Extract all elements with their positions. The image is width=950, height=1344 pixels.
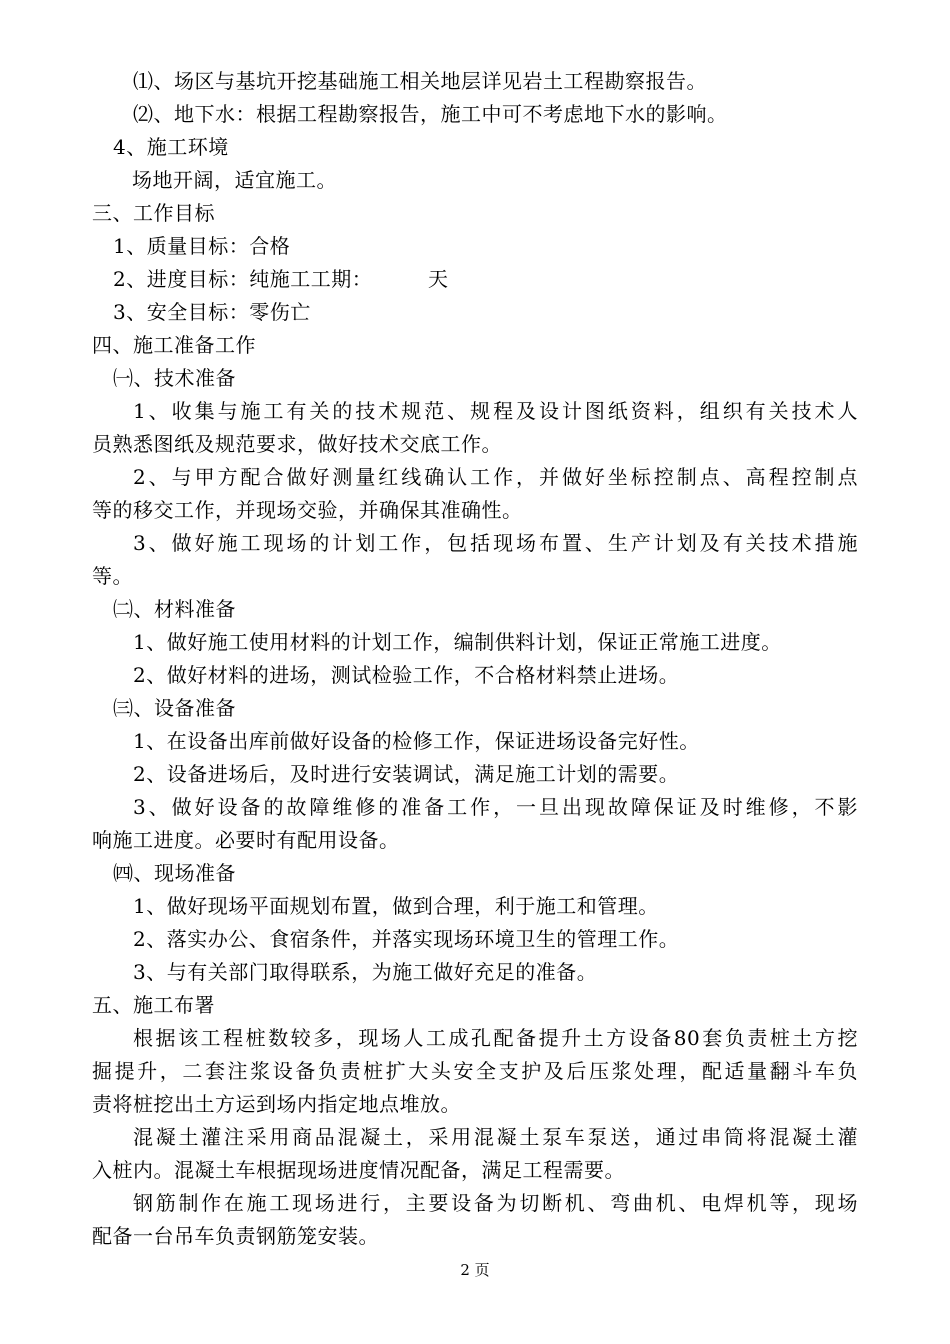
text-line: 混凝土灌注采用商品混凝土，采用混凝土泵车泵送，通过串筒将混凝土灌 bbox=[133, 1125, 858, 1149]
text-line: 根据该工程桩数较多，现场人工成孔配备提升土方设备80套负责桩土方挖 bbox=[133, 1026, 858, 1050]
text-line: 天 bbox=[428, 267, 449, 291]
subsection-heading: ㈢、设备准备 bbox=[113, 696, 236, 720]
text-line: 3、与有关部门取得联系，为施工做好充足的准备。 bbox=[133, 960, 598, 984]
text-line: 3、做好设备的故障维修的准备工作，一旦出现故障保证及时维修，不影 bbox=[133, 795, 858, 819]
text-line: 入桩内。混凝土车根据现场进度情况配备，满足工程需要。 bbox=[92, 1158, 625, 1182]
text-line: 3、安全目标：零伤亡 bbox=[113, 300, 311, 324]
text-line: 2、与甲方配合做好测量红线确认工作，并做好坐标控制点、高程控制点 bbox=[133, 465, 858, 489]
text-line: ⑵、地下水：根据工程勘察报告，施工中可不考虑地下水的影响。 bbox=[133, 102, 728, 126]
text-line: 掘提升，二套注浆设备负责桩扩大头安全支护及后压浆处理，配适量翻斗车负 bbox=[92, 1059, 858, 1083]
text-line: ⑴、场区与基坑开挖基础施工相关地层详见岩土工程勘察报告。 bbox=[133, 69, 707, 93]
subsection-heading: ㈠、技术准备 bbox=[113, 366, 236, 390]
text-line: 1、做好现场平面规划布置，做到合理，利于施工和管理。 bbox=[133, 894, 659, 918]
text-line: 1、质量目标：合格 bbox=[113, 234, 291, 258]
section-heading: 五、施工布署 bbox=[92, 993, 215, 1017]
text-line: 员熟悉图纸及规范要求，做好技术交底工作。 bbox=[92, 432, 502, 456]
text-line: 2、进度目标：纯施工工期： bbox=[113, 267, 373, 291]
text-line: 1、做好施工使用材料的计划工作，编制供料计划，保证正常施工进度。 bbox=[133, 630, 782, 654]
text-line: 3、做好施工现场的计划工作，包括现场布置、生产计划及有关技术措施 bbox=[133, 531, 858, 555]
text-line: 等。 bbox=[92, 564, 133, 588]
subsection-heading: ㈣、现场准备 bbox=[113, 861, 236, 885]
text-line: 配备一台吊车负责钢筋笼安装。 bbox=[92, 1224, 379, 1248]
section-heading: 四、施工准备工作 bbox=[92, 333, 256, 357]
text-line: 场地开阔，适宜施工。 bbox=[132, 168, 337, 192]
page-number: 2 页 bbox=[460, 1261, 490, 1279]
text-line: 1、在设备出库前做好设备的检修工作，保证进场设备完好性。 bbox=[133, 729, 700, 753]
text-line: 钢筋制作在施工现场进行，主要设备为切断机、弯曲机、电焊机等，现场 bbox=[133, 1191, 858, 1215]
text-line: 2、设备进场后，及时进行安装调试，满足施工计划的需要。 bbox=[133, 762, 680, 786]
text-line: 2、落实办公、食宿条件，并落实现场环境卫生的管理工作。 bbox=[133, 927, 680, 951]
section-heading: 4、施工环境 bbox=[113, 135, 229, 159]
text-line: 等的移交工作，并现场交验，并确保其准确性。 bbox=[92, 498, 523, 522]
section-heading: 三、工作目标 bbox=[92, 201, 215, 225]
subsection-heading: ㈡、材料准备 bbox=[113, 597, 236, 621]
text-line: 1、收集与施工有关的技术规范、规程及设计图纸资料，组织有关技术人 bbox=[133, 399, 858, 423]
text-line: 2、做好材料的进场，测试检验工作，不合格材料禁止进场。 bbox=[133, 663, 680, 687]
text-line: 响施工进度。必要时有配用设备。 bbox=[92, 828, 400, 852]
text-line: 责将桩挖出土方运到场内指定地点堆放。 bbox=[92, 1092, 461, 1116]
